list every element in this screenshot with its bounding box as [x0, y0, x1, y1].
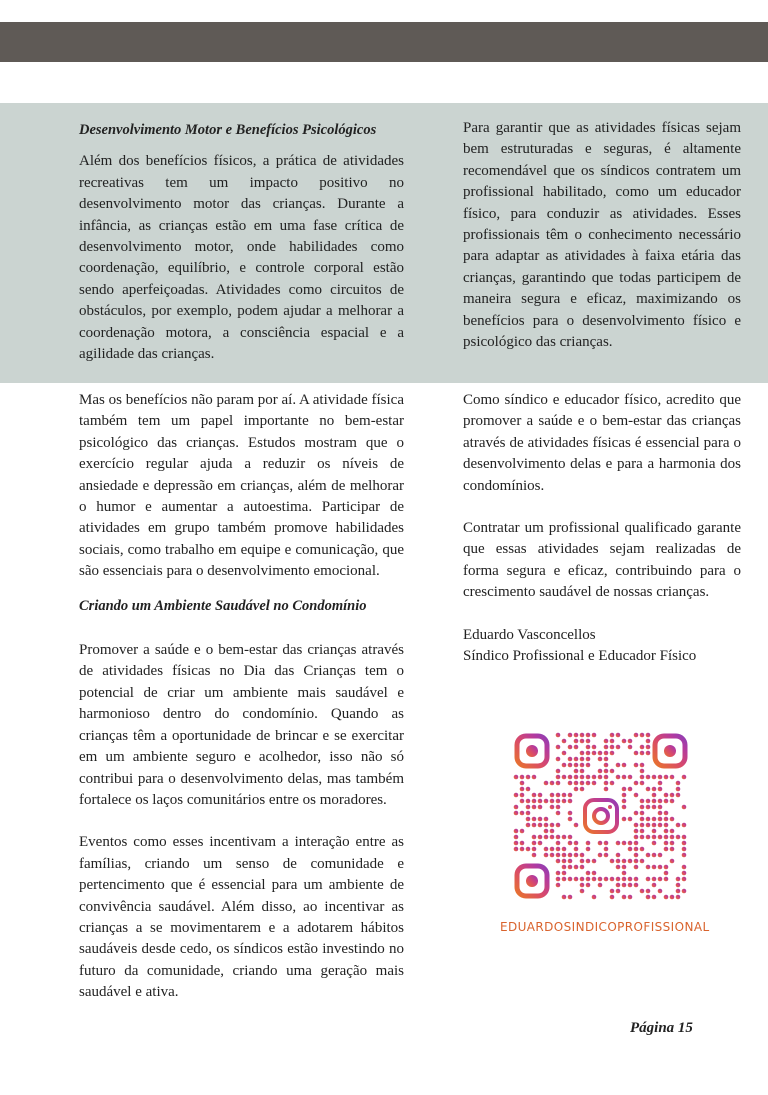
qr-code-graphic — [513, 732, 689, 900]
left-column-top — [79, 120, 404, 365]
paragraph-opinion: Como síndico e educador físico, acredito que promover a saúde e o bem-estar das crianças através de atividades físicas é essencial para o desenvolvimento delas e para a harmonia dos condomínios. — [463, 392, 741, 494]
qr-finder-top-left — [517, 736, 547, 766]
paragraph-events: Eventos como esses incentivam a interação entre as famílias, criando um senso de comunidade e pertencimento que é essencial para um ambiente de convivência saudável. Além disso, ao incentivar as crianças a se movimentarem e a adotarem hábitos saudáveis desde cedo, os síndicos estão investindo no futuro da comunidade, criando uma geração mais saudável e ativa. — [79, 834, 404, 1001]
instagram-icon — [583, 798, 619, 834]
header-bar — [0, 22, 768, 62]
right-column-bottom — [463, 390, 741, 667]
paragraph-motor: Além dos benefícios físicos, a prática de atividades recreativas tem um impacto positivo no desenvolvimento motor das crianças. Durante a infância, as crianças estão em uma fase crítica de desenvolvimento motor, onde habilidades como coordenação, equilíbrio, e controle corporal estão sendo aperfeiçoadas. Atividades como circuitos de obstáculos, por exemplo, podem ajudar a melhorar a coordenação motora, a consciência espacial e a agilidade das crianças. — [79, 153, 404, 363]
right-column-top — [463, 118, 741, 353]
page-number: Página 15 — [630, 1020, 693, 1036]
instagram-handle: EDUARDOSINDICOPROFISSIONAL — [500, 920, 710, 934]
signature-name: Eduardo Vasconcellos — [463, 626, 596, 643]
qr-finder-top-right — [655, 736, 685, 766]
instagram-qr-code[interactable] — [513, 732, 689, 900]
left-column-bottom — [79, 390, 404, 1004]
paragraph-psychological: Mas os benefícios não param por aí. A atividade física também tem um papel importante no bem-estar psicológico das crianças. Estudos mostram que o exercício regular ajuda a reduzir os níveis de ansiedade e depressão em crianças, além de melhorar o humor e aumentar a autoestima. Participar de atividades em grupo também promove habilidades sociais, como trabalho em equipe e comunicação, que são essenciais para o desenvolvimento emocional. — [79, 392, 404, 580]
paragraph-hire: Contratar um profissional qualificado garante que essas atividades sejam realizadas de forma segura e eficaz, contribuindo para o crescimento saudável de nossas crianças. — [463, 520, 741, 601]
qr-finder-bottom-left — [517, 866, 547, 896]
section-heading-environment: Criando um Ambiente Saudável no Condomínio — [79, 597, 367, 614]
section-heading-motor: Desenvolvimento Motor e Benefícios Psicológicos — [79, 122, 377, 138]
signature-title: Síndico Profissional e Educador Físico — [463, 648, 697, 665]
paragraph-professional: Para garantir que as atividades físicas sejam bem estruturadas e seguras, é altamente recomendável que os síndicos contratem um profissional habilitado, como um educador físico, para conduzir as atividades. Esses profissionais têm o conhecimento necessário para adaptar as atividades à faixa etária das crianças, garantindo que todas participem de maneira segura e eficaz, maximizando os benefícios para o desenvolvimento físico e psicológico das crianças. — [463, 120, 741, 351]
paragraph-environment: Promover a saúde e o bem-estar das crianças através de atividades físicas no Dia das Crianças tem o potencial de criar um ambiente mais saudável e harmonioso dentro do condomínio. Quando as crianças têm a oportunidade de brincar e se exercitar em um ambiente seguro e acolhedor, isso não só contribui para o desenvolvimento delas, mas também fortalece os laços comunitários entre os moradores. — [79, 642, 404, 808]
